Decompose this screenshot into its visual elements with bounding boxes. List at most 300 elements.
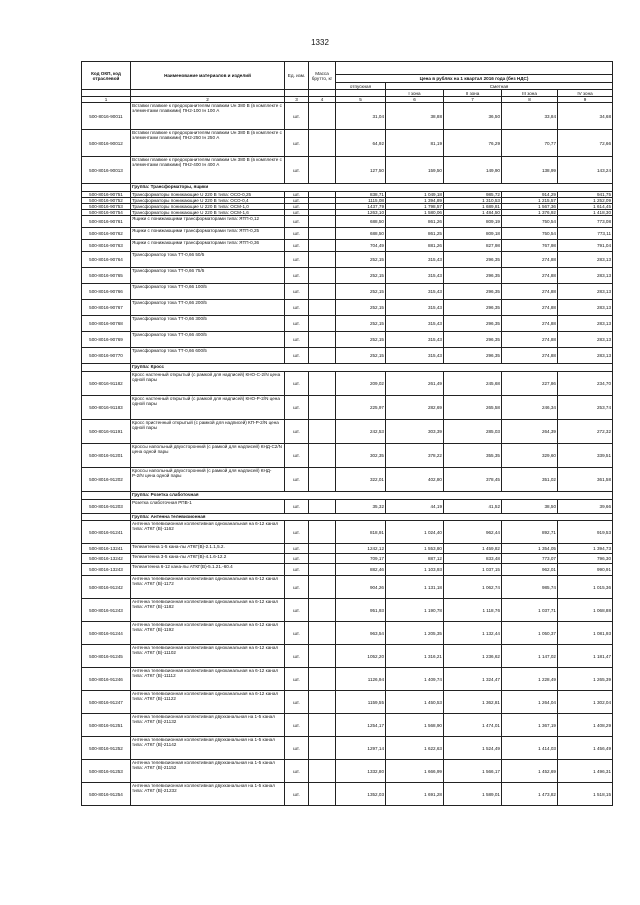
cell-name: Трансформаторы понижающие U 220 В типа: ОСО-0,4 bbox=[131, 198, 285, 204]
cell-zone-3: 274,88 bbox=[502, 316, 558, 332]
cell-release-price: 35,32 bbox=[336, 500, 386, 514]
table-row bbox=[82, 760, 613, 783]
cell-release-price: 1126,94 bbox=[336, 668, 386, 691]
cell-name: Антенна телевизионная коллективная одноканальная на 6-12 канал типа: АТКГ (В)-1192 bbox=[131, 622, 285, 645]
cell-code: 500-8016-91251 bbox=[82, 714, 131, 737]
cell-code: 500-8016-13242 bbox=[82, 554, 131, 564]
cell-zone-4: 34,68 bbox=[558, 103, 613, 130]
cell-zone-1: 1 103,93 bbox=[386, 564, 444, 576]
cell-code: 500-8016-91246 bbox=[82, 668, 131, 691]
cell-code: 500-8016-90013 bbox=[82, 157, 131, 184]
cell-mass bbox=[309, 599, 336, 622]
cell-unit: шт. bbox=[285, 564, 309, 576]
cell-mass bbox=[309, 783, 336, 806]
cell-unit: шт. bbox=[285, 444, 309, 468]
table-row bbox=[82, 599, 613, 622]
cell-zone-3: 914,29 bbox=[502, 192, 558, 198]
cell-release-price: 1115,08 bbox=[336, 198, 386, 204]
cell-zone-3: 1 473,82 bbox=[502, 783, 558, 806]
header-mass: Масса брутто, кг bbox=[309, 62, 336, 90]
cell-unit: шт. bbox=[285, 737, 309, 760]
cell-mass bbox=[309, 372, 336, 396]
cell-zone-3: 264,39 bbox=[502, 420, 558, 444]
cell-zone-2: 962,44 bbox=[444, 521, 502, 544]
cell-mass bbox=[309, 228, 336, 240]
cell-zone-4: 1 456,49 bbox=[558, 737, 613, 760]
col-index: 7 bbox=[444, 97, 502, 103]
cell-name: Трансформатор тока ТТ-0,66 400/5 bbox=[131, 332, 285, 348]
cell-release-price: 252,15 bbox=[336, 252, 386, 268]
cell-zone-4: 1 302,04 bbox=[558, 691, 613, 714]
group-title: Группа: Антенна телевизионная bbox=[131, 514, 613, 521]
cell-code: 500-8016-90764 bbox=[82, 252, 131, 268]
cell-zone-1: 861,25 bbox=[386, 228, 444, 240]
cell-zone-4: 941,75 bbox=[558, 192, 613, 198]
table-row bbox=[82, 228, 613, 240]
cell-code: 500-8016-13243 bbox=[82, 564, 131, 576]
cell-mass bbox=[309, 348, 336, 364]
cell-release-price: 252,15 bbox=[336, 284, 386, 300]
cell-release-price: 882,46 bbox=[336, 564, 386, 576]
cell-zone-1: 315,43 bbox=[386, 284, 444, 300]
cell-unit: шт. bbox=[285, 521, 309, 544]
cell-zone-1: 1 580,06 bbox=[386, 210, 444, 216]
table-row bbox=[82, 714, 613, 737]
cell-zone-2: 827,98 bbox=[444, 240, 502, 252]
cell-zone-3: 1 147,02 bbox=[502, 645, 558, 668]
cell-zone-4: 283,13 bbox=[558, 300, 613, 316]
cell-zone-1: 1 049,18 bbox=[386, 192, 444, 198]
cell-zone-4: 72,66 bbox=[558, 130, 613, 157]
group-row bbox=[82, 492, 613, 500]
cell-name: Трансформатор тока ТТ-0,66 300/5 bbox=[131, 316, 285, 332]
cell-name: Вставки плавкие к предохранителям плавким Uн 380 В (в комплекте с элементами плавкими) ПН2-250 Iн 250 А bbox=[131, 130, 285, 157]
cell-unit: шт. bbox=[285, 103, 309, 130]
cell-zone-4: 919,53 bbox=[558, 521, 613, 544]
cell-mass bbox=[309, 316, 336, 332]
cell-release-price: 322,01 bbox=[336, 468, 386, 492]
cell-mass bbox=[309, 576, 336, 599]
cell-code: 500-8016-90769 bbox=[82, 332, 131, 348]
cell-code: 500-8016-90762 bbox=[82, 228, 131, 240]
header-blank-5 bbox=[336, 90, 386, 97]
cell-release-price: 252,15 bbox=[336, 268, 386, 284]
table-row bbox=[82, 268, 613, 284]
cell-name: Кросс настенный открытый (с рамкой для надписей) КНО-Р-2/N цена одной пары bbox=[131, 396, 285, 420]
cell-name: Антенна телевизионная коллективная одноканальная на 6-12 канал типа: АТКГ (В)-1172 bbox=[131, 576, 285, 599]
cell-zone-1: 887,12 bbox=[386, 554, 444, 564]
cell-name: Антенна телевизионная коллективная двухканальная на 1-5 канал типа: АТКГ (В)-21232 bbox=[131, 783, 285, 806]
table-row bbox=[82, 372, 613, 396]
cell-release-price: 704,49 bbox=[336, 240, 386, 252]
cell-code: 500-8016-91242 bbox=[82, 576, 131, 599]
cell-zone-4: 1 518,15 bbox=[558, 783, 613, 806]
cell-zone-1: 1 568,90 bbox=[386, 714, 444, 737]
cell-name: Кроссы напольный двухсторонний (с рамкой для надписей) КНД-С2/N цена одной пары bbox=[131, 444, 285, 468]
cell-zone-3: 246,34 bbox=[502, 396, 558, 420]
cell-zone-1: 1 622,63 bbox=[386, 737, 444, 760]
cell-zone-4: 1 408,29 bbox=[558, 714, 613, 737]
cell-mass bbox=[309, 216, 336, 228]
col-index: 3 bbox=[285, 97, 309, 103]
cell-release-price: 1297,14 bbox=[336, 737, 386, 760]
header-zone-3: III зона bbox=[502, 90, 558, 97]
header-unit: Ед. изм. bbox=[285, 62, 309, 90]
cell-code: 500-8016-91252 bbox=[82, 737, 131, 760]
cell-zone-4: 39,66 bbox=[558, 500, 613, 514]
header-price-title: Цена в рублях на 1 квартал 2016 года (без НДС) bbox=[336, 75, 613, 83]
group-row bbox=[82, 364, 613, 372]
cell-mass bbox=[309, 444, 336, 468]
cell-zone-2: 1 459,82 bbox=[444, 544, 502, 554]
cell-unit: шт. bbox=[285, 198, 309, 204]
table-row bbox=[82, 554, 613, 564]
table-row bbox=[82, 332, 613, 348]
table-row bbox=[82, 240, 613, 252]
cell-release-price: 818,91 bbox=[336, 521, 386, 544]
cell-unit: шт. bbox=[285, 252, 309, 268]
cell-code: 500-8016-90768 bbox=[82, 316, 131, 332]
table-row bbox=[82, 284, 613, 300]
cell-zone-3: 1 050,37 bbox=[502, 622, 558, 645]
cell-zone-3: 1 264,04 bbox=[502, 691, 558, 714]
cell-code: 500-8016-91247 bbox=[82, 691, 131, 714]
cell-zone-4: 283,13 bbox=[558, 284, 613, 300]
cell-mass bbox=[309, 500, 336, 514]
cell-zone-1: 1 553,80 bbox=[386, 544, 444, 554]
cell-release-price: 709,17 bbox=[336, 554, 386, 564]
cell-unit: шт. bbox=[285, 316, 309, 332]
header-code: Код ОКП, код отраслевой bbox=[82, 62, 131, 90]
cell-zone-4: 1 015,36 bbox=[558, 576, 613, 599]
cell-zone-3: 1 228,49 bbox=[502, 668, 558, 691]
cell-name: Телеантенна 6-12 кана-лы АТКГ(В)-5.1.21.-60.4 bbox=[131, 564, 285, 576]
cell-mass bbox=[309, 268, 336, 284]
cell-code: 500-8016-91253 bbox=[82, 760, 131, 783]
cell-release-price: 64,92 bbox=[336, 130, 386, 157]
cell-zone-3: 38,50 bbox=[502, 500, 558, 514]
cell-code: 500-8016-90012 bbox=[82, 130, 131, 157]
cell-zone-3: 274,88 bbox=[502, 252, 558, 268]
cell-zone-4: 990,91 bbox=[558, 564, 613, 576]
cell-zone-2: 833,48 bbox=[444, 554, 502, 564]
cell-zone-3: 750,54 bbox=[502, 228, 558, 240]
cell-zone-4: 1 265,39 bbox=[558, 668, 613, 691]
cell-zone-4: 283,13 bbox=[558, 332, 613, 348]
cell-zone-1: 1 316,21 bbox=[386, 645, 444, 668]
cell-name: Антенна телевизионная коллективная двухканальная на 1-5 канал типа: АТКГ (В)-21132 bbox=[131, 714, 285, 737]
table-row bbox=[82, 737, 613, 760]
cell-zone-2: 149,90 bbox=[444, 157, 502, 184]
cell-mass bbox=[309, 332, 336, 348]
cell-zone-4: 1 252,09 bbox=[558, 198, 613, 204]
cell-name: Трансформатор тока ТТ-0,66 200/5 bbox=[131, 300, 285, 316]
cell-zone-2: 1 236,62 bbox=[444, 645, 502, 668]
group-code-cell bbox=[82, 492, 131, 500]
cell-name: Трансформатор тока ТТ-0,66 75/5 bbox=[131, 268, 285, 284]
cell-name: Вставки плавкие к предохранителям плавким Uн 380 В (в комплекте с элементами плавкими) ПН2-100 Iн 100 А bbox=[131, 103, 285, 130]
col-index: 4 bbox=[309, 97, 336, 103]
cell-unit: шт. bbox=[285, 130, 309, 157]
col-index: 6 bbox=[386, 97, 444, 103]
cell-zone-1: 378,22 bbox=[386, 444, 444, 468]
cell-release-price: 1159,55 bbox=[336, 691, 386, 714]
cell-zone-2: 41,52 bbox=[444, 500, 502, 514]
cell-zone-2: 1 484,50 bbox=[444, 210, 502, 216]
cell-code: 500-8016-90011 bbox=[82, 103, 131, 130]
price-table bbox=[81, 61, 613, 806]
cell-zone-1: 44,19 bbox=[386, 500, 444, 514]
cell-name: Кроссы напольный двухсторонний (с рамкой для надписей) КНД-Р-2/N цена одной пары bbox=[131, 468, 285, 492]
cell-code: 500-8016-90753 bbox=[82, 204, 131, 210]
cell-name: Трансформаторы понижающие U 220 В типа: ОСО-0,25 bbox=[131, 192, 285, 198]
cell-release-price: 127,50 bbox=[336, 157, 386, 184]
cell-name: Вставки плавкие к предохранителям плавким Uн 380 В (в комплекте с элементами плавкими) ПН2-400 Iн 400 А bbox=[131, 157, 285, 184]
cell-zone-3: 1 215,57 bbox=[502, 198, 558, 204]
group-row bbox=[82, 184, 613, 192]
cell-zone-4: 1 181,47 bbox=[558, 645, 613, 668]
cell-zone-4: 1 068,88 bbox=[558, 599, 613, 622]
table-row bbox=[82, 622, 613, 645]
cell-name: Трансформатор тока ТТ-0,66 100/5 bbox=[131, 284, 285, 300]
cell-code: 500-8016-90765 bbox=[82, 268, 131, 284]
cell-zone-3: 1 376,92 bbox=[502, 210, 558, 216]
cell-unit: шт. bbox=[285, 300, 309, 316]
cell-zone-4: 1 496,31 bbox=[558, 760, 613, 783]
header-blank-4 bbox=[309, 90, 336, 97]
cell-zone-3: 227,86 bbox=[502, 372, 558, 396]
cell-zone-4: 283,13 bbox=[558, 252, 613, 268]
cell-unit: шт. bbox=[285, 228, 309, 240]
group-code-cell bbox=[82, 364, 131, 372]
header-name: Наименование материалов и изделий bbox=[131, 62, 285, 90]
cell-zone-1: 315,43 bbox=[386, 348, 444, 364]
cell-mass bbox=[309, 284, 336, 300]
cell-zone-4: 234,70 bbox=[558, 372, 613, 396]
cell-zone-2: 355,35 bbox=[444, 444, 502, 468]
cell-name: Антенна телевизионная коллективная одноканальная на 6-12 канал типа: АТКГ (В)-11102 bbox=[131, 645, 285, 668]
cell-zone-1: 315,43 bbox=[386, 316, 444, 332]
cell-zone-2: 1 474,01 bbox=[444, 714, 502, 737]
cell-name: Антенна телевизионная коллективная двухканальная на 1-5 канал типа: АТКГ (В)-21142 bbox=[131, 737, 285, 760]
cell-zone-1: 1 190,78 bbox=[386, 599, 444, 622]
cell-mass bbox=[309, 622, 336, 645]
cell-unit: шт. bbox=[285, 468, 309, 492]
cell-release-price: 1332,80 bbox=[336, 760, 386, 783]
cell-code: 500-8016-90763 bbox=[82, 240, 131, 252]
cell-zone-1: 315,43 bbox=[386, 332, 444, 348]
cell-unit: шт. bbox=[285, 284, 309, 300]
cell-zone-3: 274,88 bbox=[502, 348, 558, 364]
cell-zone-3: 274,88 bbox=[502, 268, 558, 284]
cell-zone-3: 33,84 bbox=[502, 103, 558, 130]
cell-unit: шт. bbox=[285, 645, 309, 668]
cell-release-price: 1254,17 bbox=[336, 714, 386, 737]
cell-code: 500-8016-90754 bbox=[82, 210, 131, 216]
cell-code: 500-8016-90767 bbox=[82, 300, 131, 316]
cell-zone-2: 1 566,17 bbox=[444, 760, 502, 783]
cell-zone-3: 70,77 bbox=[502, 130, 558, 157]
cell-zone-2: 296,35 bbox=[444, 332, 502, 348]
cell-name: Кросс настенный открытый (с рамкой для надписей) КНО-С-2/N цена одной пары bbox=[131, 372, 285, 396]
cell-unit: шт. bbox=[285, 714, 309, 737]
cell-zone-3: 892,71 bbox=[502, 521, 558, 544]
cell-zone-4: 283,13 bbox=[558, 316, 613, 332]
cell-zone-3: 1 037,71 bbox=[502, 599, 558, 622]
table-row bbox=[82, 316, 613, 332]
cell-code: 500-8016-90751 bbox=[82, 192, 131, 198]
cell-zone-2: 1 310,53 bbox=[444, 198, 502, 204]
cell-name: Антенна телевизионная коллективная одноканальная на 6-12 канал типа: АТКГ (В)-11122 bbox=[131, 691, 285, 714]
table-row bbox=[82, 348, 613, 364]
cell-zone-1: 303,39 bbox=[386, 420, 444, 444]
page-number: 1332 bbox=[311, 38, 329, 47]
cell-zone-3: 1 367,19 bbox=[502, 714, 558, 737]
table-row bbox=[82, 645, 613, 668]
col-index: 5 bbox=[336, 97, 386, 103]
cell-unit: шт. bbox=[285, 372, 309, 396]
cell-mass bbox=[309, 103, 336, 130]
cell-zone-2: 1 118,76 bbox=[444, 599, 502, 622]
cell-name: Антенна телевизионная коллективная одноканальная на 6-12 канал типа: АТКГ (В)-1182 bbox=[131, 599, 285, 622]
cell-unit: шт. bbox=[285, 783, 309, 806]
cell-name: Трансформаторы понижающие U 220 В типа: ОСМ-1,6 bbox=[131, 210, 285, 216]
cell-unit: шт. bbox=[285, 157, 309, 184]
cell-name: Трансформаторы понижающие U 220 В типа: ОСМ-1,0 bbox=[131, 204, 285, 210]
cell-code: 500-8016-91182 bbox=[82, 372, 131, 396]
cell-zone-2: 285,03 bbox=[444, 420, 502, 444]
cell-name: Ящики с понижающими трансформаторами типа: ЯТП-0,25 bbox=[131, 228, 285, 240]
header-estimate: Сметная bbox=[386, 83, 613, 90]
cell-zone-3: 962,01 bbox=[502, 564, 558, 576]
table-row bbox=[82, 500, 613, 514]
cell-release-price: 252,15 bbox=[336, 348, 386, 364]
cell-unit: шт. bbox=[285, 544, 309, 554]
cell-zone-1: 1 450,53 bbox=[386, 691, 444, 714]
cell-zone-4: 143,24 bbox=[558, 157, 613, 184]
cell-zone-4: 1 614,45 bbox=[558, 204, 613, 210]
group-title: Группа: Трансформаторы, ящики bbox=[131, 184, 613, 192]
cell-release-price: 963,54 bbox=[336, 622, 386, 645]
cell-zone-1: 159,50 bbox=[386, 157, 444, 184]
cell-mass bbox=[309, 691, 336, 714]
header-zone-4: IV зона bbox=[558, 90, 613, 97]
cell-zone-2: 1 324,47 bbox=[444, 668, 502, 691]
cell-code: 500-8016-91241 bbox=[82, 521, 131, 544]
cell-zone-3: 138,99 bbox=[502, 157, 558, 184]
cell-zone-3: 750,54 bbox=[502, 216, 558, 228]
table-row bbox=[82, 396, 613, 420]
table-row bbox=[82, 668, 613, 691]
col-index: 2 bbox=[131, 97, 285, 103]
cell-release-price: 904,26 bbox=[336, 576, 386, 599]
cell-zone-2: 296,35 bbox=[444, 316, 502, 332]
cell-unit: шт. bbox=[285, 192, 309, 198]
cell-mass bbox=[309, 396, 336, 420]
cell-zone-3: 985,74 bbox=[502, 576, 558, 599]
cell-release-price: 951,93 bbox=[336, 599, 386, 622]
cell-name: Телеантенна 1-5 кана-лы АТКГ(В)-2.1.1,5.2. bbox=[131, 544, 285, 554]
cell-release-price: 252,15 bbox=[336, 332, 386, 348]
table-row bbox=[82, 576, 613, 599]
cell-mass bbox=[309, 130, 336, 157]
cell-zone-4: 773,08 bbox=[558, 216, 613, 228]
cell-zone-2: 296,35 bbox=[444, 252, 502, 268]
table-row bbox=[82, 564, 613, 576]
table-row bbox=[82, 157, 613, 184]
table-body bbox=[82, 103, 613, 806]
table-row bbox=[82, 130, 613, 157]
cell-zone-1: 261,49 bbox=[386, 372, 444, 396]
cell-release-price: 252,15 bbox=[336, 300, 386, 316]
table-row bbox=[82, 444, 613, 468]
cell-zone-4: 791,04 bbox=[558, 240, 613, 252]
cell-mass bbox=[309, 737, 336, 760]
cell-zone-1: 81,19 bbox=[386, 130, 444, 157]
cell-zone-3: 767,98 bbox=[502, 240, 558, 252]
table-row bbox=[82, 521, 613, 544]
col-index: 1 bbox=[82, 97, 131, 103]
cell-release-price: 1242,12 bbox=[336, 544, 386, 554]
table-row bbox=[82, 103, 613, 130]
cell-zone-2: 296,35 bbox=[444, 268, 502, 284]
cell-zone-1: 402,80 bbox=[386, 468, 444, 492]
cell-zone-2: 36,50 bbox=[444, 103, 502, 130]
cell-zone-1: 1 691,28 bbox=[386, 783, 444, 806]
cell-zone-1: 315,43 bbox=[386, 268, 444, 284]
cell-zone-2: 296,35 bbox=[444, 300, 502, 316]
cell-unit: шт. bbox=[285, 240, 309, 252]
group-code-cell bbox=[82, 514, 131, 521]
group-title: Группа: Кросс bbox=[131, 364, 613, 372]
cell-code: 500-8016-90766 bbox=[82, 284, 131, 300]
cell-unit: шт. bbox=[285, 622, 309, 645]
cell-mass bbox=[309, 468, 336, 492]
header-zone-1: I зона bbox=[386, 90, 444, 97]
cell-zone-2: 378,45 bbox=[444, 468, 502, 492]
cell-zone-4: 253,74 bbox=[558, 396, 613, 420]
cell-unit: шт. bbox=[285, 599, 309, 622]
cell-zone-1: 1 666,99 bbox=[386, 760, 444, 783]
cell-name: Антенна телевизионная коллективная одноканальная на 6-12 канал типа: АТКГ (В)-1162 bbox=[131, 521, 285, 544]
cell-zone-2: 809,19 bbox=[444, 216, 502, 228]
cell-unit: шт. bbox=[285, 348, 309, 364]
cell-zone-2: 1 037,15 bbox=[444, 564, 502, 576]
cell-zone-4: 283,13 bbox=[558, 268, 613, 284]
cell-code: 500-8016-91183 bbox=[82, 396, 131, 420]
cell-name: Ящики с понижающими трансформаторами типа: ЯТП-0,36 bbox=[131, 240, 285, 252]
cell-zone-1: 1 394,89 bbox=[386, 198, 444, 204]
cell-code: 500-8016-90770 bbox=[82, 348, 131, 364]
cell-release-price: 688,50 bbox=[336, 216, 386, 228]
cell-code: 500-8016-91201 bbox=[82, 444, 131, 468]
cell-release-price: 302,35 bbox=[336, 444, 386, 468]
cell-zone-3: 274,88 bbox=[502, 284, 558, 300]
cell-mass bbox=[309, 645, 336, 668]
cell-mass bbox=[309, 420, 336, 444]
cell-zone-4: 339,51 bbox=[558, 444, 613, 468]
cell-unit: шт. bbox=[285, 420, 309, 444]
group-code-cell bbox=[82, 184, 131, 192]
cell-zone-2: 1 589,01 bbox=[444, 783, 502, 806]
cell-unit: шт. bbox=[285, 554, 309, 564]
cell-mass bbox=[309, 554, 336, 564]
cell-zone-3: 329,60 bbox=[502, 444, 558, 468]
cell-zone-1: 1 024,40 bbox=[386, 521, 444, 544]
cell-zone-3: 1 414,03 bbox=[502, 737, 558, 760]
cell-code: 500-8016-91202 bbox=[82, 468, 131, 492]
cell-code: 500-8016-91245 bbox=[82, 645, 131, 668]
